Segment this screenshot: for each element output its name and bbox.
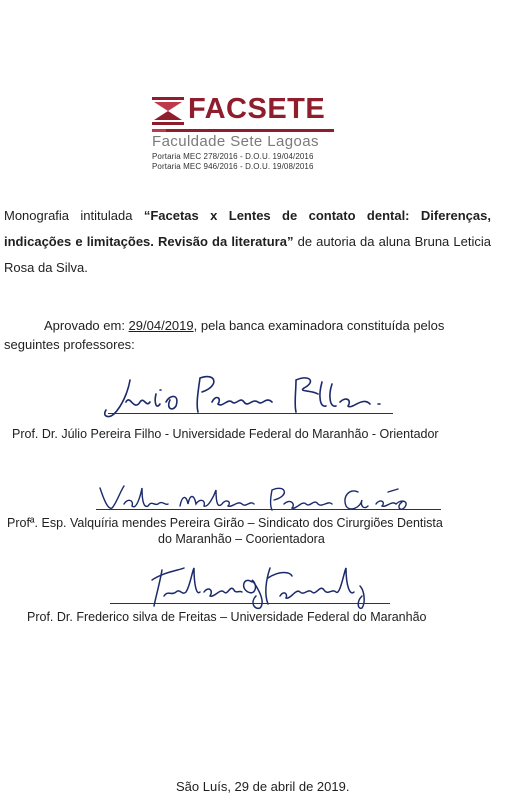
logo-divider-accent bbox=[152, 129, 166, 132]
examiner-2-caption-line2: do Maranhão – Coorientadora bbox=[158, 532, 325, 546]
logo-name: FACSETE bbox=[188, 93, 326, 125]
intro-paragraph bbox=[4, 203, 491, 281]
signature-line-2 bbox=[96, 509, 441, 510]
signature-valquiria bbox=[96, 482, 441, 520]
thesis-title: “Facetas x Lentes de contato dental: Diferenças, indicações e limitações. Revisão da literatura” bbox=[4, 208, 491, 249]
signature-julio bbox=[100, 372, 400, 424]
approval-text: , pela banca examinadora constituída pelos bbox=[193, 318, 445, 333]
intro-suffix: de autoria da aluna Bruna Leticia Rosa da Silva. bbox=[4, 234, 491, 275]
facsete-logo bbox=[152, 95, 342, 175]
examiner-2-caption-line1: Profª. Esp. Valquíria mendes Pereira Girão – Sindicato dos Cirurgiões Dentista bbox=[7, 516, 443, 530]
place-date: São Luís, 29 de abril de 2019. bbox=[176, 779, 350, 794]
logo-portaria-1: Portaria MEC 278/2016 - D.O.U. 19/04/2016 bbox=[152, 152, 314, 161]
approval-date: 29/04/2019 bbox=[128, 318, 194, 333]
approval-line-cont: seguintes professores: bbox=[4, 337, 135, 352]
examiner-3-caption: Prof. Dr. Frederico silva de Freitas – Universidade Federal do Maranhão bbox=[27, 610, 427, 624]
logo-subtitle: Faculdade Sete Lagoas bbox=[152, 133, 319, 150]
logo-portaria-2: Portaria MEC 946/2016 - D.O.U. 19/08/2016 bbox=[152, 162, 314, 171]
signature-line-3 bbox=[110, 603, 390, 604]
facsete-emblem-icon bbox=[152, 97, 184, 125]
approval-label: Aprovado em: bbox=[44, 318, 129, 333]
intro-prefix: Monografia intitulada bbox=[4, 208, 144, 223]
signature-frederico bbox=[140, 562, 380, 612]
signature-line-1 bbox=[108, 413, 393, 414]
examiner-1-caption: Prof. Dr. Júlio Pereira Filho - Universidade Federal do Maranhão - Orientador bbox=[12, 427, 439, 441]
logo-divider bbox=[152, 129, 334, 132]
